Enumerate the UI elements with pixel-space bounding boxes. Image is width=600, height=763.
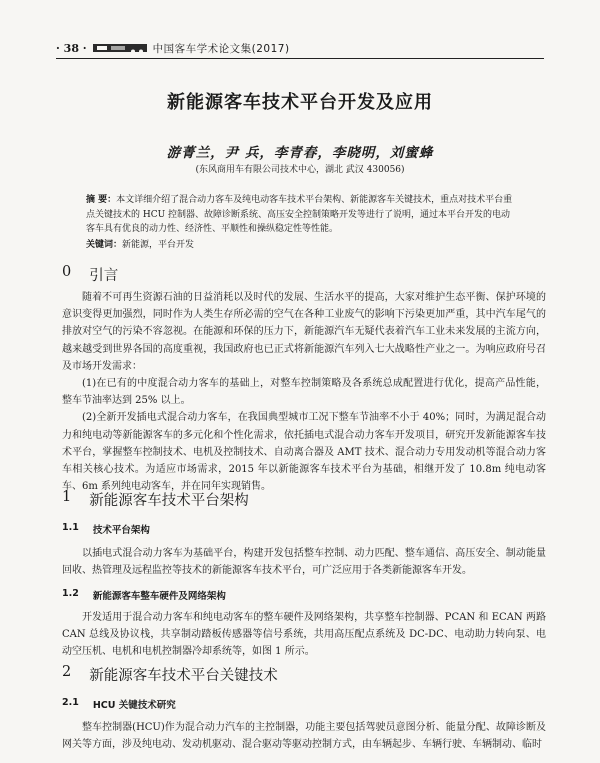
subsection-title: 技术平台架构 [92, 525, 150, 536]
section-number: 1 [62, 489, 72, 505]
abstract [86, 193, 516, 237]
keywords-label: 关键词： [86, 240, 123, 250]
header-rule [56, 58, 544, 59]
subsection-title: HCU 关键技术研究 [92, 700, 176, 711]
subsection-number: 2.1 [62, 697, 79, 708]
paragraph: (2)全新开发插电式混合动力客车，在我国典型城市工况下整车节油率不小于 40%；同时，为满足混合动力和纯电动等新能源客车的多元化和个性化需求，依托插电式混合动力客车开发项目，研究开发新能源客车技术平台，掌握整车控制技术、电机及控制技术、自动离合器及 AMT 技术、混合动力专用发动机等混合动力客车相关核心技术。为适应市场需求，2015 年以新能源客车技术平台为基础，相继开发了 10.8m 纯电动客车、6m 系列纯电动客车，并在同年实现销售。 [62, 412, 546, 493]
section-title: 新能源客车技术平台架构 [89, 493, 249, 509]
keywords-text: 新能源，平台开发 [122, 240, 195, 250]
authors: 游菁兰，尹 兵，李青春，李晓明，刘蜜蜂 [166, 145, 434, 161]
section-title: 新能源客车技术平台关键技术 [89, 668, 278, 684]
abstract-label: 摘 要： [86, 195, 117, 205]
abstract-text: 本文详细介绍了混合动力客车及纯电动客车技术平台架构、新能源客车关键技术，重点对技术平台重点关键技术的 HCU 控制器、故障诊断系统、高压安全控制策略开发等进行了说明，通过本平台开发的电动客车具有优良的动力性、经济性、平顺性和操纵稳定性等性能。 [86, 195, 513, 234]
journal-logo-icon [93, 42, 147, 54]
paragraph: 开发适用于混合动力客车和纯电动客车的整车硬件及网络架构，共享整车控制器、PCAN 和 ECAN 两路 CAN 总线及协议栈，共享制动踏板传感器等信号系统，共用高压配点系统及 DC-DC、电动助力转向泵、电动空压机、电机和电机控制器冷却系统等，如图 1 所示。 [62, 612, 546, 658]
section-title: 引言 [89, 268, 119, 284]
subsection-1-1-body [62, 545, 546, 579]
paragraph: 随着不可再生资源石油的日益消耗以及时代的发展、生活水平的提高，大家对维护生态平衡、保护环境的意识变得更加强烈，同时作为人类生存所必需的空气在各种工业废气的影响下污染更加严重，其中汽车尾气的排放对空气的污染不容忽视。在能源和环保的压力下，新能源汽车无疑代表着汽车工业未来发展的主流方向，越来越受到世界各国的高度重视，我国政府也已正式将新能源汽车列入七大战略性产业之一。为响应政府号召及市场开发需求： [62, 292, 546, 372]
subsection-2-1-heading [62, 697, 176, 711]
running-header [56, 40, 544, 56]
paragraph: 以插电式混合动力客车为基础平台，构建开发包括整车控制、动力匹配、整车通信、高压安全、制动能量回收、热管理及远程监控等技术的新能源客车技术平台，可广泛应用于各类新能源客车开发。 [62, 548, 546, 577]
section-number: 2 [62, 664, 72, 680]
affiliation: (东风商用车有限公司技术中心，湖北 武汉 430056) [195, 165, 405, 175]
paper-title: 新能源客车技术平台开发及应用 [167, 92, 433, 113]
journal-title: 中国客车学术论文集(2017) [152, 42, 290, 55]
subsection-2-1-body [62, 719, 546, 753]
section-1-heading [62, 489, 249, 510]
section-0-heading [62, 264, 118, 285]
paragraph: 整车控制器(HCU)作为混合动力汽车的主控制器，功能主要包括驾驶员意图分析、能量分配、故障诊断及网关等方面，涉及纯电动、发动机驱动、混合驱动等驱动控制方式，由车辆起步、车辆行驶、车辆制动、临时 [62, 722, 546, 751]
paragraph: (1)在已有的中度混合动力客车的基础上，对整车控制策略及各系统总成配置进行优化，提高产品性能，整车节油率达到 25% 以上。 [62, 378, 546, 407]
subsection-number: 1.1 [62, 522, 79, 533]
section-0-body [62, 289, 546, 495]
page-number: · 38 · [56, 41, 87, 55]
section-2-heading [62, 664, 278, 685]
subsection-1-2-body [62, 609, 546, 661]
section-number: 0 [62, 264, 72, 280]
subsection-1-2-heading [62, 588, 226, 602]
subsection-number: 1.2 [62, 588, 79, 599]
keywords [86, 237, 194, 250]
subsection-1-1-heading [62, 522, 150, 536]
subsection-title: 新能源客车整车硬件及网络架构 [92, 591, 226, 602]
